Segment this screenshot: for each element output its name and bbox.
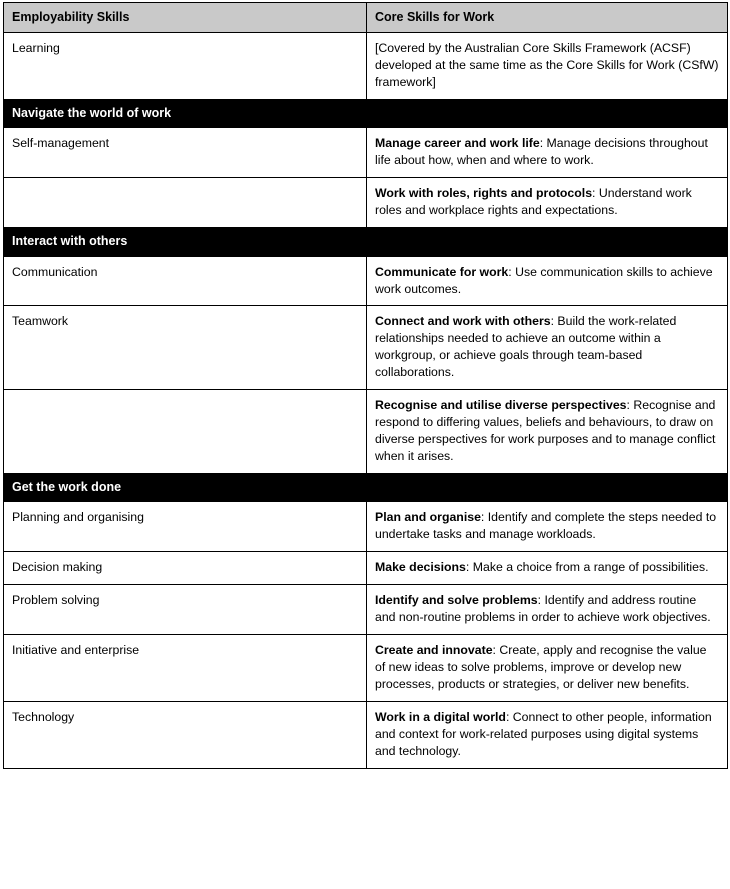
core-skill-description: : Make a choice from a range of possibilities. (465, 560, 709, 575)
core-skill-description: : Identify and complete the steps needed to undertake tasks and manage workloads. (375, 510, 717, 542)
core-skill-title: Plan and organise (375, 510, 481, 525)
table-row (4, 390, 728, 474)
core-skill-description: : Connect to other people, information and context for work-related purposes using digital systems and technology. (375, 710, 712, 759)
table-row (4, 178, 728, 228)
table-row (4, 702, 728, 769)
employability-skill-cell: Initiative and enterprise (4, 635, 367, 702)
core-skill-title: Work with roles, rights and protocols (375, 186, 593, 201)
table-row (4, 635, 728, 702)
table-row (4, 306, 728, 390)
table-header (4, 3, 728, 33)
employability-skill-cell: Decision making (4, 552, 367, 585)
core-skill-cell (367, 128, 728, 178)
table-row (4, 502, 728, 552)
section-heading-row (4, 474, 728, 502)
column-header-employability-skills: Employability Skills (4, 3, 367, 33)
core-skill-description: : Use communication skills to achieve work outcomes. (375, 264, 713, 296)
core-skill-cell (367, 635, 728, 702)
core-skill-cell (367, 390, 728, 474)
core-skill-cell (367, 702, 728, 769)
table-row (4, 128, 728, 178)
core-skill-title: Connect and work with others (375, 314, 551, 329)
employability-skill-cell: Self-management (4, 128, 367, 178)
table-header-row (4, 3, 728, 33)
core-skill-cell (367, 502, 728, 552)
employability-skill-cell (4, 390, 367, 474)
skills-mapping-table (3, 2, 728, 769)
section-heading-label: Get the work done (4, 474, 728, 502)
section-heading-row (4, 228, 728, 256)
core-skill-description: [Covered by the Australian Core Skills Framework (ACSF) developed at the same time as the Core Skills for Work (CSfW) framework] (375, 41, 719, 90)
table-body (4, 33, 728, 769)
core-skill-title: Work in a digital world (375, 710, 506, 725)
employability-skill-cell: Teamwork (4, 306, 367, 390)
employability-skill-cell: Problem solving (4, 585, 367, 635)
column-header-core-skills-for-work: Core Skills for Work (367, 3, 728, 33)
core-skill-title: Communicate for work (375, 264, 509, 279)
core-skill-cell (367, 256, 728, 306)
employability-skill-cell (4, 178, 367, 228)
core-skill-description: : Manage decisions throughout life about how, when and where to work. (375, 136, 708, 168)
core-skill-description: : Recognise and respond to differing values, beliefs and behaviours, to draw on diverse perspectives for work purposes and to manage conflict when it arises. (375, 398, 716, 464)
core-skill-title: Make decisions (375, 560, 466, 575)
core-skill-cell (367, 552, 728, 585)
table-row (4, 552, 728, 585)
core-skill-description: : Understand work roles and workplace rights and expectations. (375, 186, 692, 218)
employability-skill-cell: Learning (4, 33, 367, 100)
section-heading-label: Navigate the world of work (4, 100, 728, 128)
core-skill-description: : Build the work-related relationships needed to achieve an outcome within a workgroup, or achieve goals through team-based collaborations. (375, 314, 677, 380)
core-skill-cell (367, 585, 728, 635)
core-skill-title: Manage career and work life (375, 136, 540, 151)
employability-skill-cell: Planning and organising (4, 502, 367, 552)
core-skill-cell (367, 33, 728, 100)
table-row (4, 256, 728, 306)
core-skill-title: Create and innovate (375, 643, 493, 658)
section-heading-row (4, 100, 728, 128)
core-skill-cell (367, 306, 728, 390)
employability-skill-cell: Communication (4, 256, 367, 306)
section-heading-label: Interact with others (4, 228, 728, 256)
table-row (4, 585, 728, 635)
core-skill-description: : Create, apply and recognise the value of new ideas to solve problems, improve or develop new processes, products or strategies, or deliver new benefits. (375, 643, 707, 692)
core-skill-description: : Identify and address routine and non-routine problems in order to achieve work objectives. (375, 593, 711, 625)
employability-skill-cell: Technology (4, 702, 367, 769)
core-skill-cell (367, 178, 728, 228)
core-skill-title: Identify and solve problems (375, 593, 538, 608)
table-row (4, 33, 728, 100)
core-skill-title: Recognise and utilise diverse perspectives (375, 398, 627, 413)
